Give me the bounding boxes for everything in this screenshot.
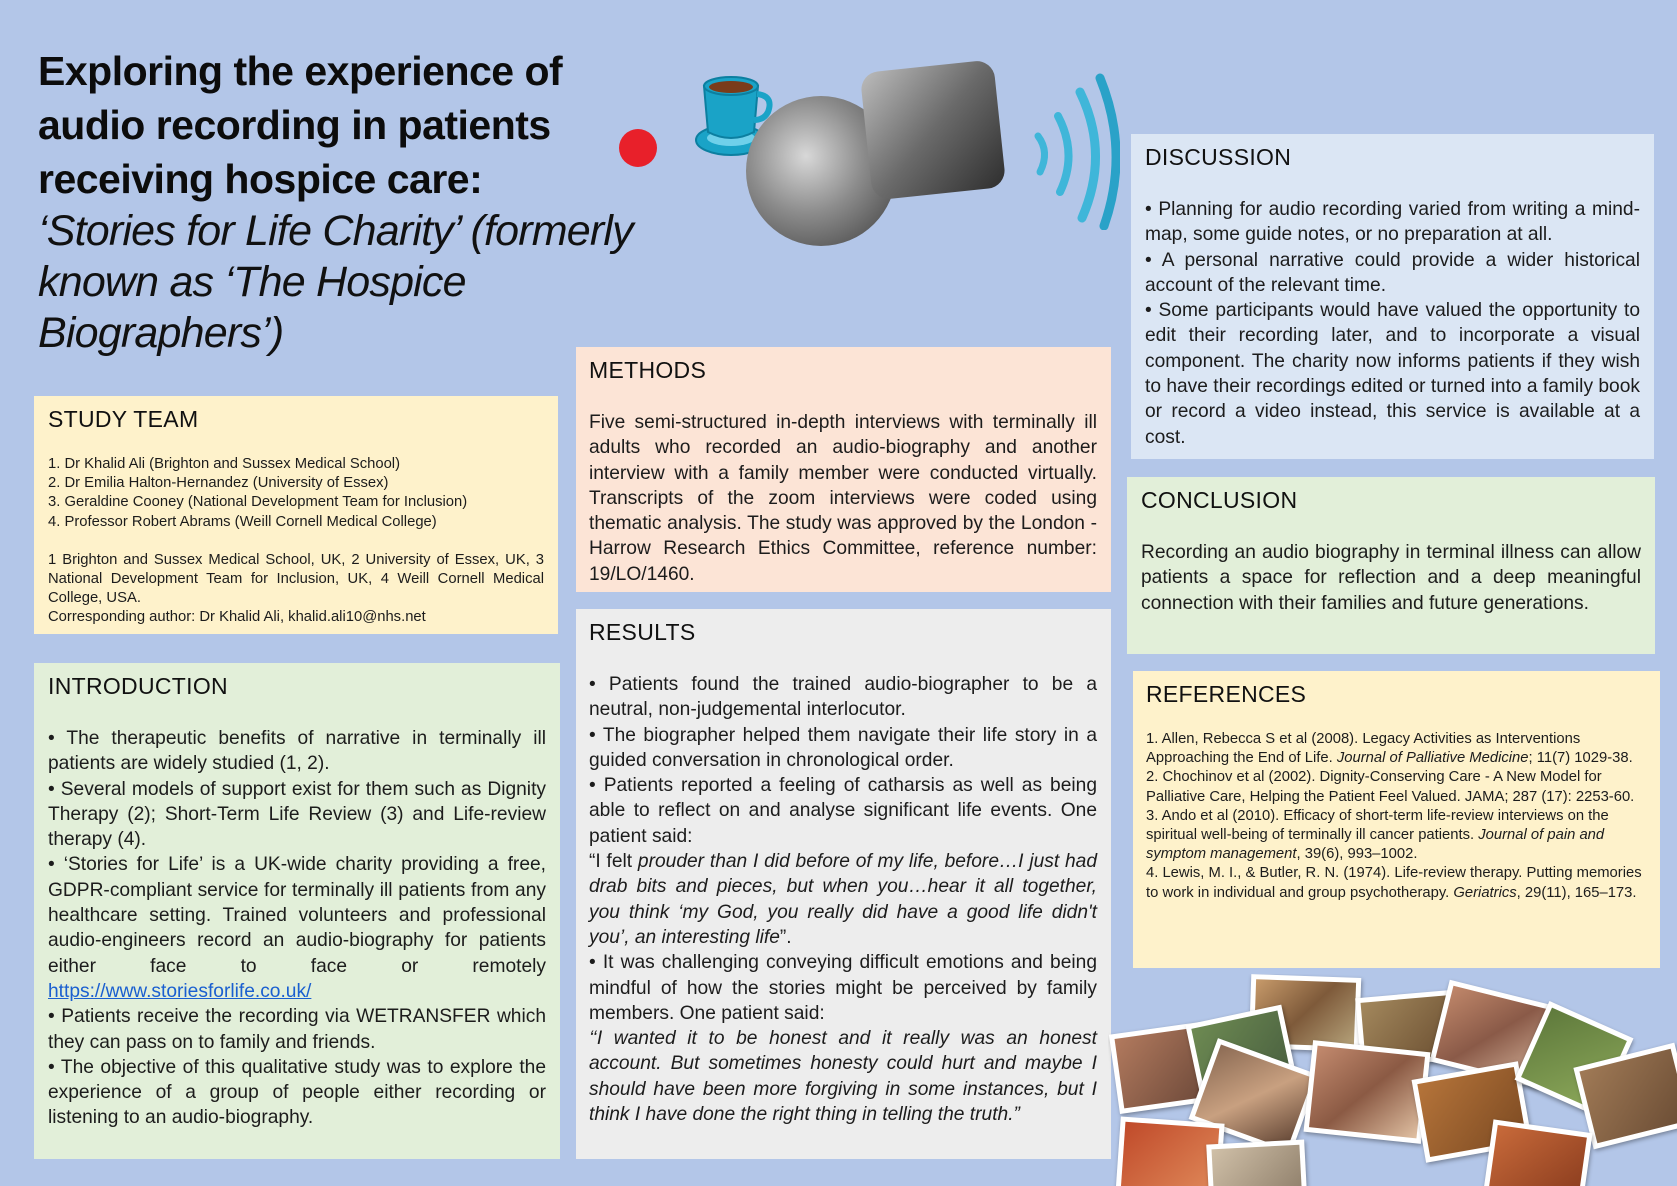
team-member: 4. Professor Robert Abrams (Weill Cornell Medical College)	[48, 513, 437, 530]
discussion-heading: DISCUSSION	[1145, 144, 1292, 170]
ref-text: 1. Allen, Rebecca S et al (2008). Legacy Activities as Interventions Approaching the End of Life.	[1146, 731, 1581, 767]
record-dot-icon	[618, 128, 658, 168]
bullet-point: • Patients reported a feeling of catharsis as well as being able to reflect on and analyse significant life events. One patient said:	[589, 775, 1097, 847]
reference-item	[1146, 807, 1646, 865]
conclusion-heading: CONCLUSION	[1141, 487, 1298, 513]
introduction-heading: INTRODUCTION	[48, 673, 228, 699]
sound-waves-icon	[1030, 72, 1120, 230]
study-team-heading: STUDY TEAM	[48, 406, 199, 432]
bullet-point: • Several models of support exist for them such as Dignity Therapy (2); Short-Term Life Review (3) and Life-review therapy (4).	[48, 778, 546, 851]
study-team-panel	[34, 396, 558, 634]
reference-list	[1146, 730, 1646, 903]
quote-text: “I felt	[589, 851, 638, 873]
affiliations: 1 Brighton and Sussex Medical School, UK, 2 University of Essex, UK, 3 National Development Team for Inclusion, UK, 4 Weill Cornell Medical College, USA.	[48, 551, 544, 607]
conclusion-panel	[1127, 477, 1655, 654]
ref-text: ; 11(7) 1029-38.	[1528, 750, 1633, 767]
poster-title	[38, 44, 678, 359]
team-member-list	[48, 455, 544, 532]
quote-text: ”.	[779, 926, 792, 948]
results-bullets	[589, 672, 1097, 1127]
team-member: 2. Dr Emilia Halton-Hernandez (University of Essex)	[48, 475, 389, 492]
ref-text: , 39(6), 993–1002.	[1296, 846, 1418, 863]
conclusion-text: Recording an audio biography in terminal illness can allow patients a space for reflection and a deep meaningful connection with their families and future generations.	[1141, 542, 1641, 614]
team-member: 1. Dr Khalid Ali (Brighton and Sussex Medical School)	[48, 456, 401, 472]
bullet-point: • It was challenging conveying difficult emotions and being mindful of how the stories might be perceived by family members. One patient said:	[589, 952, 1097, 1024]
collage-photo	[1304, 1040, 1431, 1144]
photo-cluster	[746, 66, 1000, 248]
ref-text: 3. Ando et al (2010). Efficacy of short-term life-review interviews on the spiritual well-being of terminally ill cancer patients.	[1146, 807, 1609, 844]
quote-text: prouder than I did before of my life, before…I just had drab bits and pieces, but when you…hear it all together, you think ‘my God, you really did have a good life didn't you’, an interesting life	[589, 851, 1097, 948]
corresponding-author: Corresponding author: Dr Khalid Ali, khalid.ali10@nhs.net	[48, 609, 426, 626]
team-member: 3. Geraldine Cooney (National Development Team for Inclusion)	[48, 494, 468, 511]
subtitle-line: Biographers’)	[38, 309, 284, 357]
discussion-bullets	[1145, 197, 1640, 450]
bullet-point: • The objective of this qualitative study was to explore the experience of a group of people either recording or listening to an audio-biography.	[48, 1056, 546, 1129]
ref-text: 4. Lewis, M. I., & Butler, R. N. (1974). Life-review therapy. Putting memories to work in individual and group psychotherapy.	[1146, 865, 1642, 901]
discussion-panel	[1131, 134, 1654, 459]
subtitle-line: known as ‘The Hospice	[38, 258, 466, 306]
ref-journal: Geriatrics	[1453, 884, 1517, 901]
photo-elderly	[860, 59, 1007, 200]
stories-for-life-link[interactable]: https://www.storiesforlife.co.uk/	[48, 980, 312, 1002]
introduction-bullets	[48, 726, 546, 1131]
reference-item	[1146, 864, 1646, 902]
title-line: audio recording in patients	[38, 102, 551, 148]
reference-item	[1146, 730, 1646, 768]
methods-text: Five semi-structured in-depth interviews with terminally ill adults who recorded an audio-biography and another interview with a family member were conducted virtually. Transcripts of the zoom interviews were coded using thematic analysis. The study was approved by the London - Harrow Research Ethics Committee, reference number: 19/LO/1460.	[589, 412, 1097, 585]
references-heading: REFERENCES	[1146, 681, 1307, 707]
methods-panel	[576, 347, 1111, 592]
bullet-point: • Planning for audio recording varied from writing a mind-map, some guide notes, or no preparation at all.	[1145, 199, 1640, 246]
bullet-text: • ‘Stories for Life’ is a UK-wide charity providing a free, GDPR-compliant service for terminally ill patients from any healthcare setting. Trained volunteers and professional audio-engineers record an audio-biography for patients either face to face or remotely	[48, 854, 546, 977]
references-panel	[1133, 671, 1660, 968]
collage-photo	[1206, 1139, 1308, 1186]
photo-collage	[1108, 974, 1677, 1186]
reference-item: 2. Chochinov et al (2002). Dignity-Conserving Care - A New Model for Palliative Care, Helping the Patient Feel Valued. JAMA; 287 (17): 2253-60.	[1146, 769, 1635, 805]
bullet-point: • A personal narrative could provide a wider historical account of the relevant time.	[1145, 249, 1640, 296]
patient-quote: ‘‘I wanted it to be honest and it really was an honest account. But sometimes honesty could hurt and maybe I should have been more forgiving in some instances, but I think I have done the right thing in telling the truth.”	[589, 1028, 1097, 1126]
introduction-panel	[34, 663, 560, 1159]
bullet-point: • The therapeutic benefits of narrative in terminally ill patients are widely studied (1, 2).	[48, 728, 546, 775]
bullet-point: • Patients found the trained audio-biographer to be a neutral, non-judgemental interlocutor.	[589, 674, 1097, 721]
bullet-point: • Some participants would have valued the opportunity to edit their recording later, and to incorporate a visual component. The charity now informs patients if they wish to have their recordings edited or turned into a family book or record a video instead, this service is available at a cost.	[1145, 300, 1640, 448]
ref-text: , 29(11), 165–173.	[1516, 884, 1637, 901]
title-line: Exploring the experience of	[38, 48, 563, 94]
patient-quote	[589, 849, 1097, 950]
ref-journal: Journal of pain and symptom management	[1146, 827, 1605, 863]
ref-journal: Journal of Palliative Medicine	[1336, 750, 1529, 767]
collage-photo	[1483, 1119, 1592, 1186]
bullet-point: • Patients receive the recording via WETRANSFER which they can pass on to family and friends.	[48, 1006, 546, 1053]
results-heading: RESULTS	[589, 619, 696, 645]
methods-heading: METHODS	[589, 357, 707, 383]
subtitle-line: ‘Stories for Life Charity’ (formerly	[38, 207, 633, 255]
bullet-point	[48, 852, 546, 1004]
title-line: receiving hospice care:	[38, 156, 483, 202]
bullet-point: • The biographer helped them navigate their life story in a guided conversation in chronological order.	[589, 724, 1097, 771]
results-panel	[576, 609, 1111, 1159]
